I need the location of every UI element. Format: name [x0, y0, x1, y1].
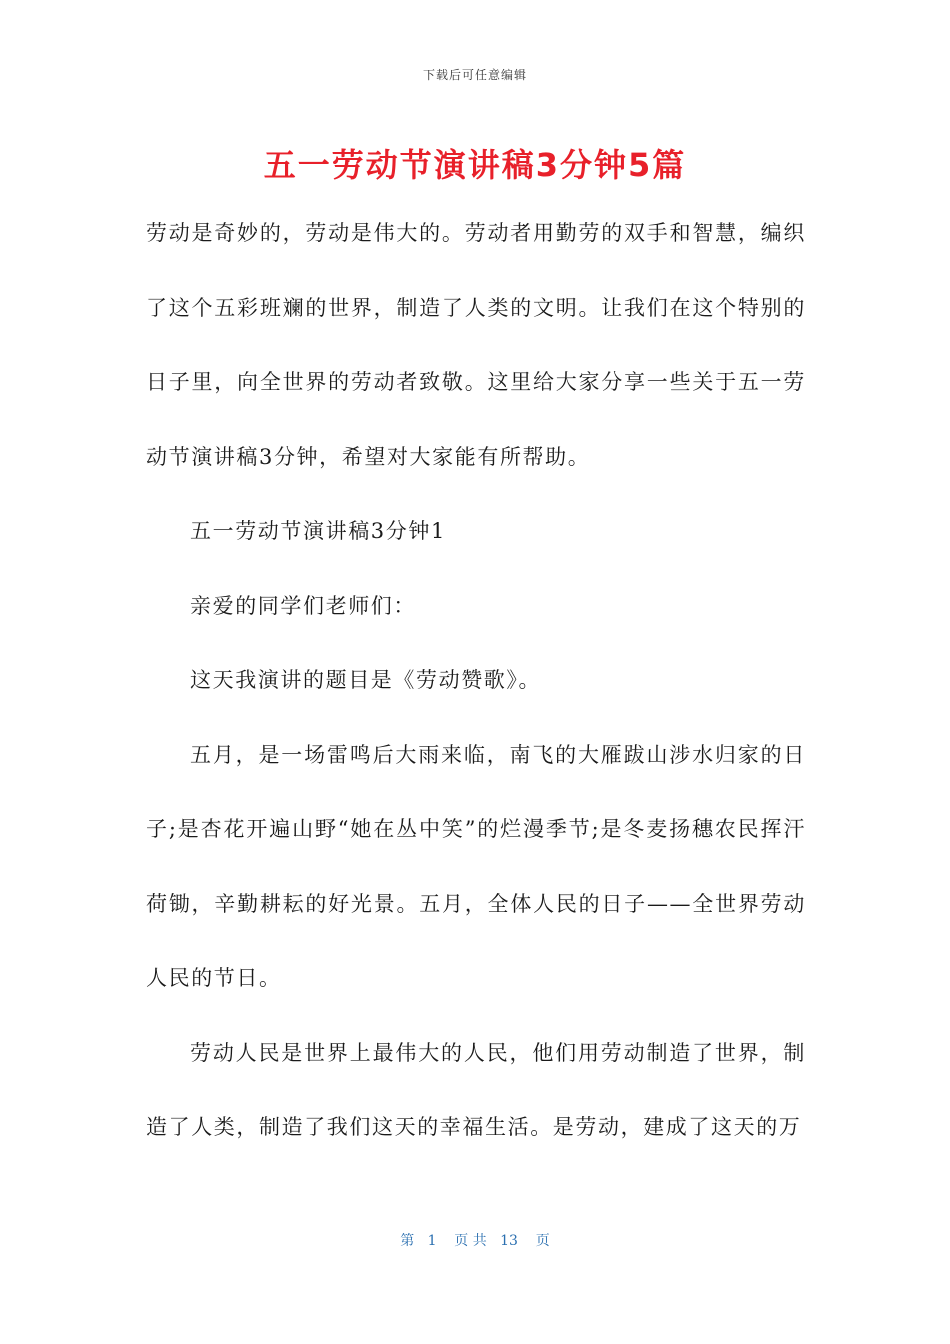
body-paragraph: 劳动人民是世界上最伟大的人民，他们用劳动制造了世界，制造了人类，制造了我们这天的幸福生活。是劳动，建成了这天的万 — [146, 1040, 806, 1139]
section-heading: 五一劳动节演讲稿3分钟1 — [190, 519, 446, 543]
document-body — [146, 196, 806, 1165]
salutation: 亲爱的同学们老师们： — [190, 593, 416, 618]
download-note: 下载后可任意编辑 — [422, 68, 527, 82]
page-number: 第 1 页 共 13 页 — [400, 1233, 550, 1249]
document-title: 五一劳动节演讲稿3分钟5篇 — [263, 146, 687, 184]
body-paragraph: 五月，是一场雷鸣后大雨来临，南飞的大雁跋山涉水归家的日子;是杏花开遍山野“她在丛中笑”的烂漫季节;是冬麦扬穗农民挥汗荷锄，辛勤耕耘的好光景。五月，全体人民的日子——全世界劳动人民的节日。 — [146, 742, 806, 990]
intro-paragraph: 劳动是奇妙的，劳动是伟大的。劳动者用勤劳的双手和智慧，编织了这个五彩班斓的世界，制造了人类的文明。让我们在这个特别的日子里，向全世界的劳动者致敬。这里给大家分享一些关于五一劳动节演讲稿3分钟，希望对大家能有所帮助。 — [146, 221, 806, 469]
speech-topic: 这天我演讲的题目是《劳动赞歌》。 — [190, 668, 542, 692]
